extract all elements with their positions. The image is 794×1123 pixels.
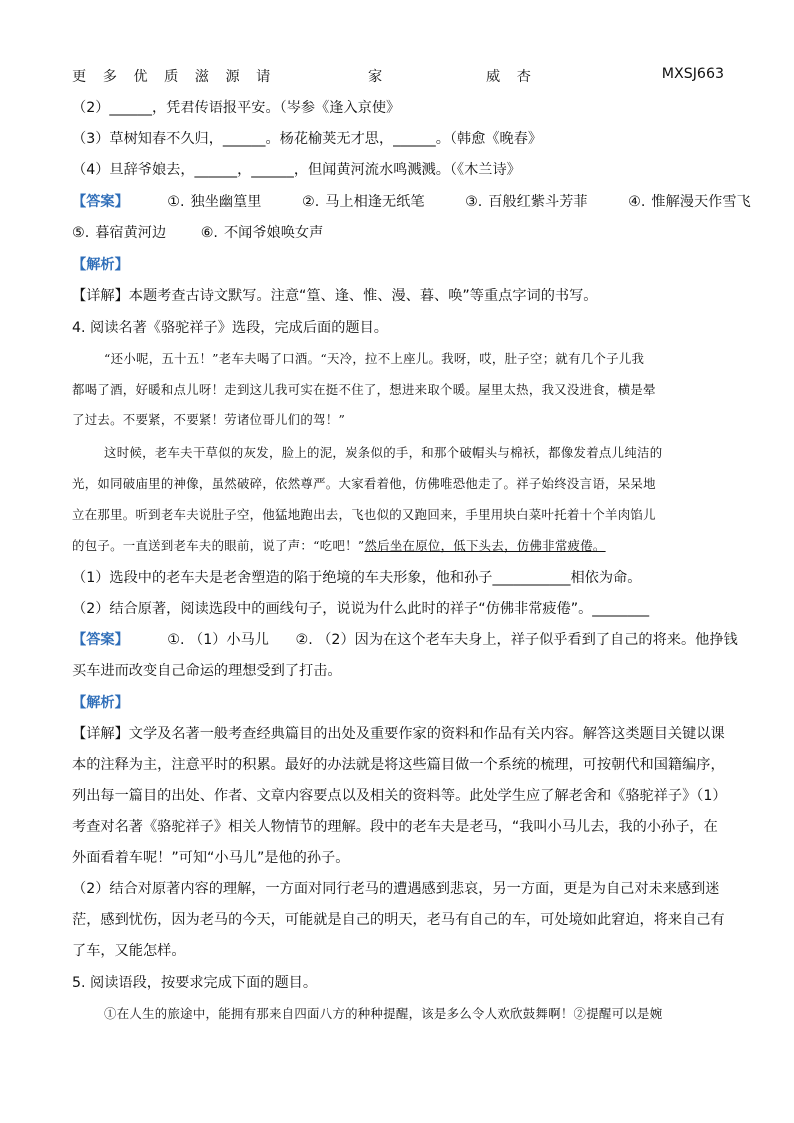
answer-label: 【答案】 xyxy=(72,632,129,648)
passage-line: ①在人生的旅途中，能拥有那来自四面八方的种种提醒，该是多么令人欢欣鼓舞啊！②提醒可以是婉 xyxy=(104,1006,663,1021)
answer-row-2 xyxy=(72,223,323,243)
answer-item: ②. 马上相逢无纸笔 xyxy=(301,194,425,210)
answer-item: ④. 惟解漫天作雪飞 xyxy=(628,194,751,210)
passage-line xyxy=(72,536,606,556)
answer-item: ⑤. 暮宿黄河边 xyxy=(72,225,167,241)
passage-line: “还小呢，五十五！”老车夫喝了口酒。“天冷，拉不上座儿。我呀，哎，肚子空；就有几个子儿我 xyxy=(104,351,645,366)
analysis-line: 列出每一篇目的出处、作者、文章内容要点以及相关的资料等。此处学生应了解老舍和《骆驼祥子》（1） xyxy=(72,788,727,804)
analysis-label: 【解析】 xyxy=(72,695,129,711)
answer-item: ①. （1）小马儿 xyxy=(167,632,269,648)
poem-question-3: （3）草树知春不久归，______。杨花榆荚无才思，______。（韩愈《晚春》 xyxy=(72,131,543,147)
underlined-sentence: 然后坐在原位，低下头去，仿佛非常疲倦。 xyxy=(364,538,606,553)
analysis-line: 考查对名著《骆驼祥子》相关人物情节的理解。段中的老车夫是老马，“我叫小马儿去，我的小孙子，在 xyxy=(72,819,718,835)
analysis-line: 本的注释为主，注意平时的积累。最好的办法就是将这些篇目做一个系统的梳理，可按朝代和国籍编序， xyxy=(72,757,725,773)
page-header xyxy=(72,66,724,86)
header-left-text: 更 多 优 质 滋 源 请 xyxy=(72,69,277,85)
answer-item: ③. 百般红紫斗芳菲 xyxy=(465,194,588,210)
analysis-line: 【详解】文学及名著一般考查经典篇目的出处及重要作家的资料和作品有关内容。解答这类题目关键以课 xyxy=(72,726,725,742)
answer-label: 【答案】 xyxy=(72,194,129,210)
analysis-detail: 【详解】本题考查古诗文默写。注意“篁、逢、惟、漫、暮、唤”等重点字词的书写。 xyxy=(72,288,598,304)
header-mid-text-2: 威 杏 xyxy=(486,69,537,85)
analysis-line: 外面看着车呢！”可知“小马儿”是他的孙子。 xyxy=(72,850,350,866)
question-4-title: 4. 阅读名著《骆驼祥子》选段，完成后面的题目。 xyxy=(72,320,388,336)
answer-continuation: 买车进而改变自己命运的理想受到了打击。 xyxy=(72,663,342,679)
sub-question-1: （1）选段中的老车夫是老舍塑造的陷于绝境的车夫形象，他和孙子___________相依为命。 xyxy=(72,570,642,586)
analysis-line: （2）结合对原著内容的理解，一方面对同行老马的遭遇感到悲哀，另一方面，更是为自己对未来感到迷 xyxy=(72,881,720,897)
answer-item: ⑥. 不闻爷娘唤女声 xyxy=(200,225,324,241)
analysis-label: 【解析】 xyxy=(72,257,129,273)
answer-row-1 xyxy=(72,192,751,212)
poem-question-2: （2）______，凭君传语报平安。（岑参《逢入京使》 xyxy=(72,100,401,116)
poem-question-4: （4）旦辞爷娘去，______，______，但闻黄河流水鸣溅溅。（《木兰诗》 xyxy=(72,162,521,178)
sub-question-2: （2）结合原著，阅读选段中的画线句子，说说为什么此时的祥子“仿佛非常疲倦”。________ xyxy=(72,601,650,617)
passage-line: 立在那里。听到老车夫说肚子空，他猛地跑出去，飞也似的又跑回来，手里用块白菜叶托着十个羊肉馅儿 xyxy=(72,507,656,522)
passage-line: 这时候，老车夫干草似的灰发，脸上的泥，炭条似的手，和那个破帽头与棉袄，都像发着点儿纯洁的 xyxy=(104,445,663,460)
passage-text: 的包子。一直送到老车夫的眼前，说了声：“吃吧！” xyxy=(72,538,365,553)
analysis-line: 茫，感到忧伤，因为老马的今天，可能就是自己的明天，老马有自己的车，可处境如此窘迫，将来自己有 xyxy=(72,912,725,928)
passage-line: 了过去。不要紧，不要紧！劳诸位哥儿们的驾！” xyxy=(72,412,346,427)
passage-line: 光，如同破庙里的神像，虽然破碎，依然尊严。大家看着他，仿佛唯恐他走了。祥子始终没言语，呆呆地 xyxy=(72,476,656,491)
analysis-line: 了车，又能怎样。 xyxy=(72,943,186,959)
answer-row xyxy=(72,630,738,650)
passage-line: 都喝了酒，好暖和点儿呀！走到这儿我可实在挺不住了，想进来取个暖。屋里太热，我又没进食，横是晕 xyxy=(72,382,656,397)
answer-item: ②. （2）因为在这个老车夫身上，祥子似乎看到了自己的将来。他挣钱 xyxy=(295,632,738,648)
answer-item: ①. 独坐幽篁里 xyxy=(167,194,262,210)
header-code: MXSJ663 xyxy=(661,66,724,82)
question-5-title: 5. 阅读语段，按要求完成下面的题目。 xyxy=(72,975,318,991)
header-mid-text-1: 家 xyxy=(368,69,383,85)
